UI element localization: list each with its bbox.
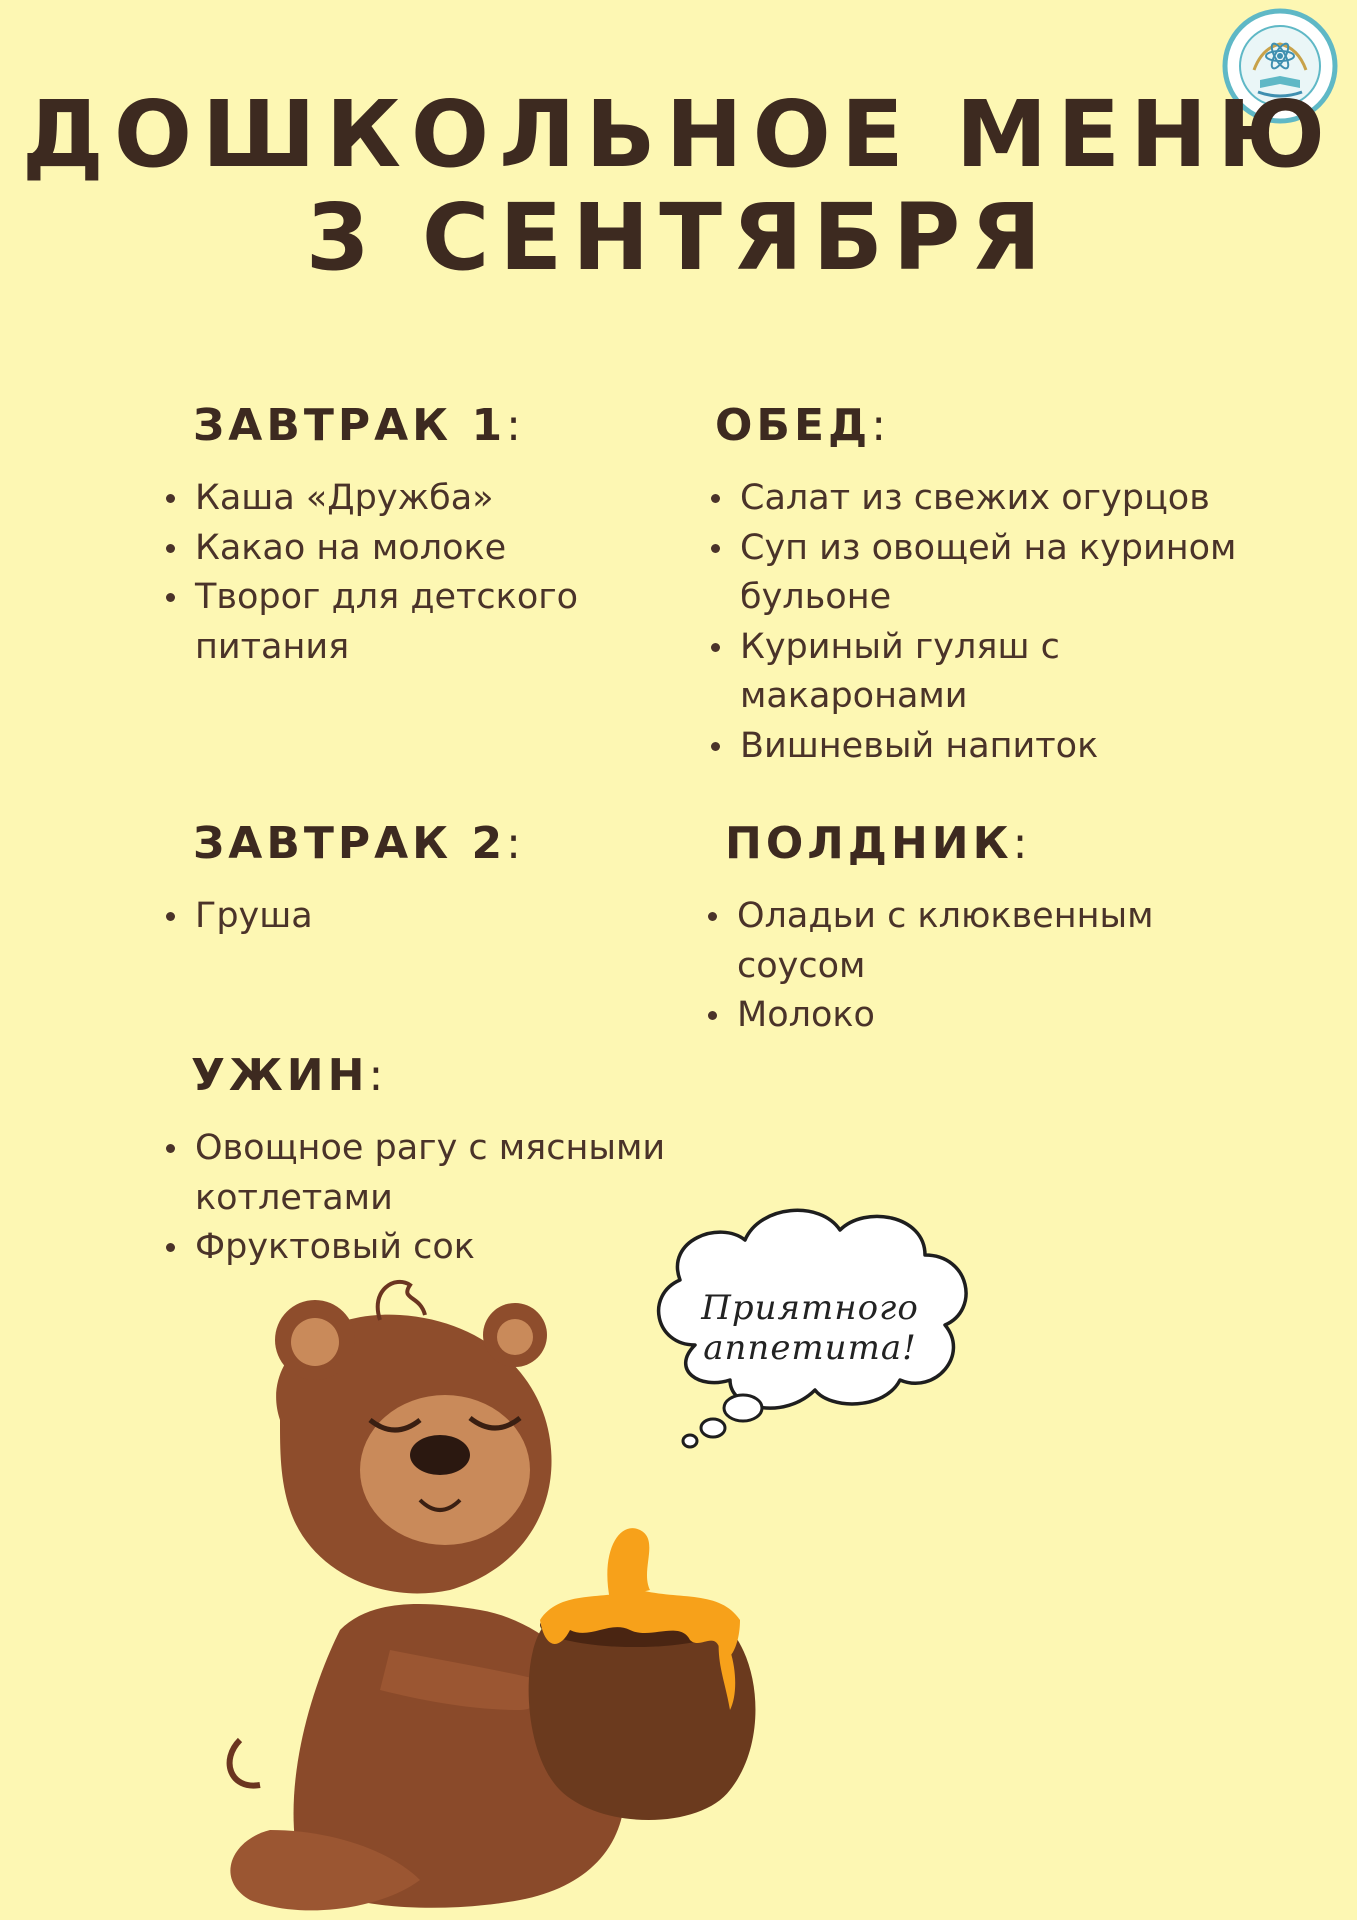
menu-item: Груша <box>163 892 693 942</box>
bubble-text: Приятного аппетита! <box>701 1288 919 1368</box>
menu-item: Творог для детского питания <box>163 573 693 672</box>
section-snack <box>705 818 1265 1041</box>
menu-item: Молоко <box>705 991 1265 1041</box>
section-heading: УЖИН: <box>191 1050 384 1101</box>
menu-list <box>163 474 693 672</box>
section-heading: ОБЕД: <box>715 400 887 451</box>
menu-item: Оладьи с клюквенным соусом <box>705 892 1265 991</box>
section-breakfast-1 <box>163 400 693 672</box>
menu-item: Каша «Дружба» <box>163 474 693 524</box>
section-breakfast-2 <box>163 818 693 942</box>
menu-item: Суп из овощей на курином бульоне <box>708 524 1268 623</box>
menu-item: Какао на молоке <box>163 524 693 574</box>
menu-list <box>708 474 1268 771</box>
menu-item: Овощное рагу с мясными котлетами <box>163 1124 723 1223</box>
menu-item: Куриный гуляш с макаронами <box>708 623 1268 722</box>
menu-item: Салат из свежих огурцов <box>708 474 1268 524</box>
section-heading: ЗАВТРАК 1: <box>193 400 521 451</box>
section-heading: ПОЛДНИК: <box>725 818 1028 869</box>
menu-item: Вишневый напиток <box>708 722 1268 772</box>
menu-item: Фруктовый сок <box>163 1223 723 1273</box>
menu-list <box>163 892 693 942</box>
section-lunch <box>708 400 1268 771</box>
bear-illustration <box>220 1270 840 1920</box>
page-date: 3 СЕНТЯБРЯ <box>305 184 1052 291</box>
menu-list <box>705 892 1265 1041</box>
page-title: ДОШКОЛЬНОЕ МЕНЮ <box>21 81 1336 188</box>
section-heading: ЗАВТРАК 2: <box>193 818 521 869</box>
